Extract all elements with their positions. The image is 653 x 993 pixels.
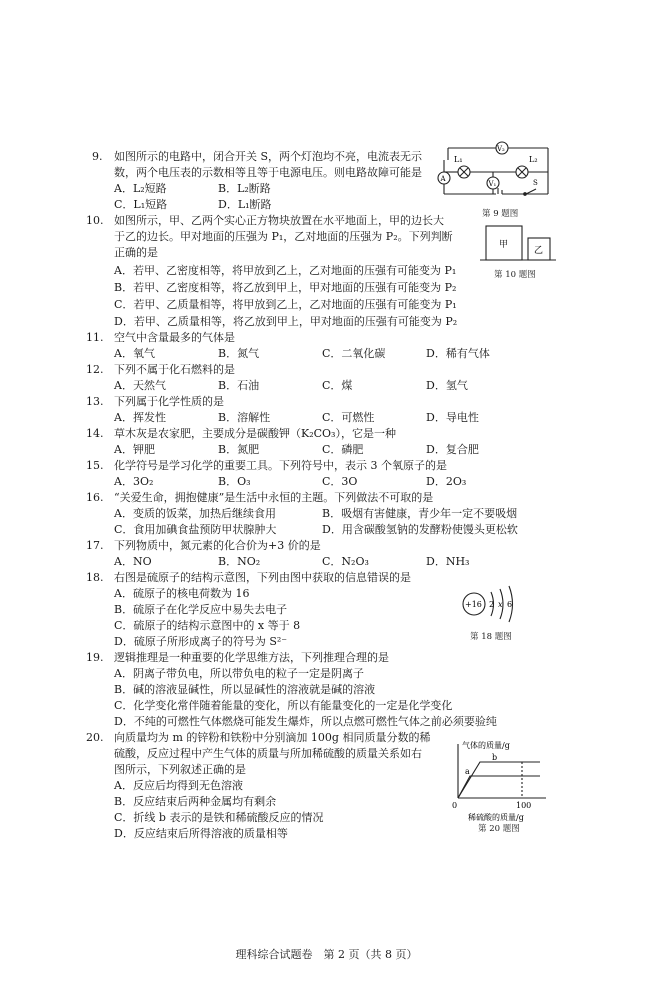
q17-stem: 下列物质中，氮元素的化合价为+3 价的是 (114, 539, 321, 552)
fig20-series-a: a (465, 767, 470, 776)
q9-number: 9. (92, 150, 103, 163)
q9-stem-line-2: 数，两个电压表的示数相等且等于电源电压。则电路故障可能是 (114, 166, 422, 179)
q9-stem-line-1: 如图所示的电路中，闭合开关 S，两个灯泡均不亮，电流表无示 (114, 150, 423, 163)
q14-option-c: C．磷肥 (322, 443, 364, 456)
fig10-label-jia: 甲 (499, 240, 509, 250)
q11-option-b: B．氮气 (218, 347, 260, 360)
q11-stem: 空气中含量最多的气体是 (114, 331, 235, 344)
q12-option-a: A．天然气 (114, 379, 166, 392)
fig18-caption: 第 18 题图 (470, 632, 512, 642)
fig18-shell-1: 2 (489, 600, 495, 609)
q20-option-a: A．反应后均得到无色溶液 (114, 779, 243, 792)
fig9-label-ammeter: A (440, 175, 446, 183)
q10-stem-line-1: 如图所示，甲、乙两个实心正方物块放置在水平地面上，甲的边长大 (114, 214, 444, 227)
q14-number: 14. (86, 427, 104, 440)
q12-number: 12. (86, 363, 104, 376)
fig10-blocks-diagram (478, 220, 558, 266)
q13-option-b: B．溶解性 (218, 411, 271, 424)
q20-stem-line-2: 硫酸，反应过程中产生气体的质量与所加稀硫酸的质量关系如右 (114, 747, 422, 760)
q20-stem-line-3: 图所示，下列叙述正确的是 (114, 763, 246, 776)
q12-option-d: D．氢气 (426, 379, 468, 392)
q9-option-d: D．L₁断路 (218, 198, 272, 211)
q17-number: 17. (86, 539, 104, 552)
q19-number: 19. (86, 651, 104, 664)
q12-option-b: B．石油 (218, 379, 260, 392)
fig20-series-b: b (492, 753, 498, 762)
q13-number: 13. (86, 395, 104, 408)
q19-option-a: A．阴离子带负电，所以带负电的粒子一定是阴离子 (114, 667, 364, 680)
q10-option-b: B．若甲、乙密度相等，将乙放到甲上，甲对地面的压强有可能变为 P₂ (114, 281, 457, 294)
q15-option-d: D．2O₃ (426, 475, 467, 488)
q15-option-c: C．3O (322, 475, 358, 488)
q18-stem: 右图是硫原子的结构示意图，下列由图中获取的信息错误的是 (114, 571, 411, 584)
q11-option-c: C．二氧化碳 (322, 347, 386, 360)
fig9-circuit-diagram (436, 136, 556, 208)
fig9-label-l2: L₂ (529, 155, 538, 164)
q19-stem: 逻辑推理是一种重要的化学思维方法，下列推理合理的是 (114, 651, 389, 664)
q10-number: 10. (86, 214, 104, 227)
q20-option-b: B．反应结束后两种金属均有剩余 (114, 795, 277, 808)
q18-option-a: A．硫原子的核电荷数为 16 (114, 587, 250, 600)
q19-option-c: C．化学变化常伴随着能量的变化，所以有能量变化的一定是化学变化 (114, 699, 453, 712)
page-footer: 理科综合试题卷 第 2 页（共 8 页） (235, 948, 418, 961)
fig18-shell-2: x (498, 600, 503, 609)
q16-option-b: B．吸烟有害健康，青少年一定不要吸烟 (322, 507, 518, 520)
q11-number: 11. (86, 331, 104, 344)
fig20-y-axis-label: 气体的质量/g (462, 741, 510, 750)
q9-option-c: C．L₁短路 (114, 198, 168, 211)
q18-option-d: D．硫原子所形成离子的符号为 S²⁻ (114, 635, 288, 648)
fig9-label-v2: V₂ (497, 145, 505, 153)
q15-option-a: A．3O₂ (114, 475, 154, 488)
q15-number: 15. (86, 459, 104, 472)
q11-option-d: D．稀有气体 (426, 347, 490, 360)
q18-number: 18. (86, 571, 104, 584)
q18-option-c: C．硫原子的结构示意图中的 x 等于 8 (114, 619, 301, 632)
q13-option-a: A．挥发性 (114, 411, 166, 424)
fig10-label-yi: 乙 (534, 246, 544, 256)
q12-option-c: C．煤 (322, 379, 353, 392)
q20-stem-line-1: 向质量均为 m 的锌粉和铁粉中分别滴加 100g 相同质量分数的稀 (114, 731, 431, 744)
q14-stem: 草木灰是农家肥，主要成分是碳酸钾（K₂CO₃），它是一种 (114, 427, 396, 440)
q19-option-b: B．碱的溶液显碱性，所以显碱性的溶液就是碱的溶液 (114, 683, 376, 696)
fig9-label-l1: L₁ (454, 155, 463, 164)
q10-stem-line-2: 于乙的边长。甲对地面的压强为 P₁，乙对地面的压强为 P₂。下列判断 (114, 230, 453, 243)
q11-option-a: A．氧气 (114, 347, 155, 360)
q16-option-c: C．食用加碘食盐预防甲状腺肿大 (114, 523, 277, 536)
q13-option-c: C．可燃性 (322, 411, 375, 424)
fig20-origin: 0 (452, 801, 458, 810)
q17-option-b: B．NO₂ (218, 555, 261, 568)
fig18-shell-3: 6 (507, 600, 513, 609)
q14-option-a: A．钾肥 (114, 443, 155, 456)
q20-option-d: D．反应结束后所得溶液的质量相等 (114, 827, 288, 840)
q20-option-c: C．折线 b 表示的是铁和稀硫酸反应的情况 (114, 811, 324, 824)
fig9-label-switch: S (533, 179, 538, 187)
q9-option-a: A．L₂短路 (114, 182, 167, 195)
q20-number: 20. (86, 731, 104, 744)
fig18-atom-diagram (458, 582, 524, 626)
q10-option-d: D．若甲、乙质量相等，将乙放到甲上，甲对地面的压强有可能变为 P₂ (114, 315, 458, 328)
q10-option-c: C．若甲、乙质量相等，将甲放到乙上，乙对地面的压强有可能变为 P₁ (114, 298, 457, 311)
q15-stem: 化学符号是学习化学的重要工具。下列符号中，表示 3 个氧原子的是 (114, 459, 447, 472)
q15-option-b: B．O₃ (218, 475, 251, 488)
q14-option-d: D．复合肥 (426, 443, 479, 456)
q12-stem: 下列不属于化石燃料的是 (114, 363, 235, 376)
fig9-label-v1: V₁ (488, 180, 497, 188)
fig9-caption: 第 9 题图 (482, 209, 519, 219)
q9-option-b: B．L₂断路 (218, 182, 271, 195)
q16-option-a: A．变质的饭菜，加热后继续食用 (114, 507, 276, 520)
fig20-x-axis-label: 稀硫酸的质量/g (468, 813, 524, 822)
q16-stem: “关爱生命，拥抱健康”是生活中永恒的主题。下列做法不可取的是 (114, 491, 434, 504)
fig10-caption: 第 10 题图 (494, 270, 536, 280)
fig18-nucleus: +16 (465, 600, 482, 609)
q17-option-d: D．NH₃ (426, 555, 470, 568)
fig20-caption: 第 20 题图 (478, 824, 520, 834)
q13-option-d: D．导电性 (426, 411, 479, 424)
q16-number: 16. (86, 491, 104, 504)
q13-stem: 下列属于化学性质的是 (114, 395, 224, 408)
q17-option-a: A．NO (114, 555, 152, 568)
q19-option-d: D．不纯的可燃性气体燃烧可能发生爆炸，所以点燃可燃性气体之前必须要验纯 (114, 715, 497, 728)
q14-option-b: B．氮肥 (218, 443, 260, 456)
q17-option-c: C．N₂O₃ (322, 555, 369, 568)
q10-option-a: A．若甲、乙密度相等，将甲放到乙上，乙对地面的压强有可能变为 P₁ (114, 264, 457, 277)
q16-option-d: D．用含碳酸氢钠的发酵粉使馒头更松软 (322, 523, 518, 536)
q18-option-b: B．硫原子在化学反应中易失去电子 (114, 603, 288, 616)
q10-stem-line-3: 正确的是 (114, 246, 158, 259)
fig20-x-tick-100: 100 (516, 801, 532, 810)
